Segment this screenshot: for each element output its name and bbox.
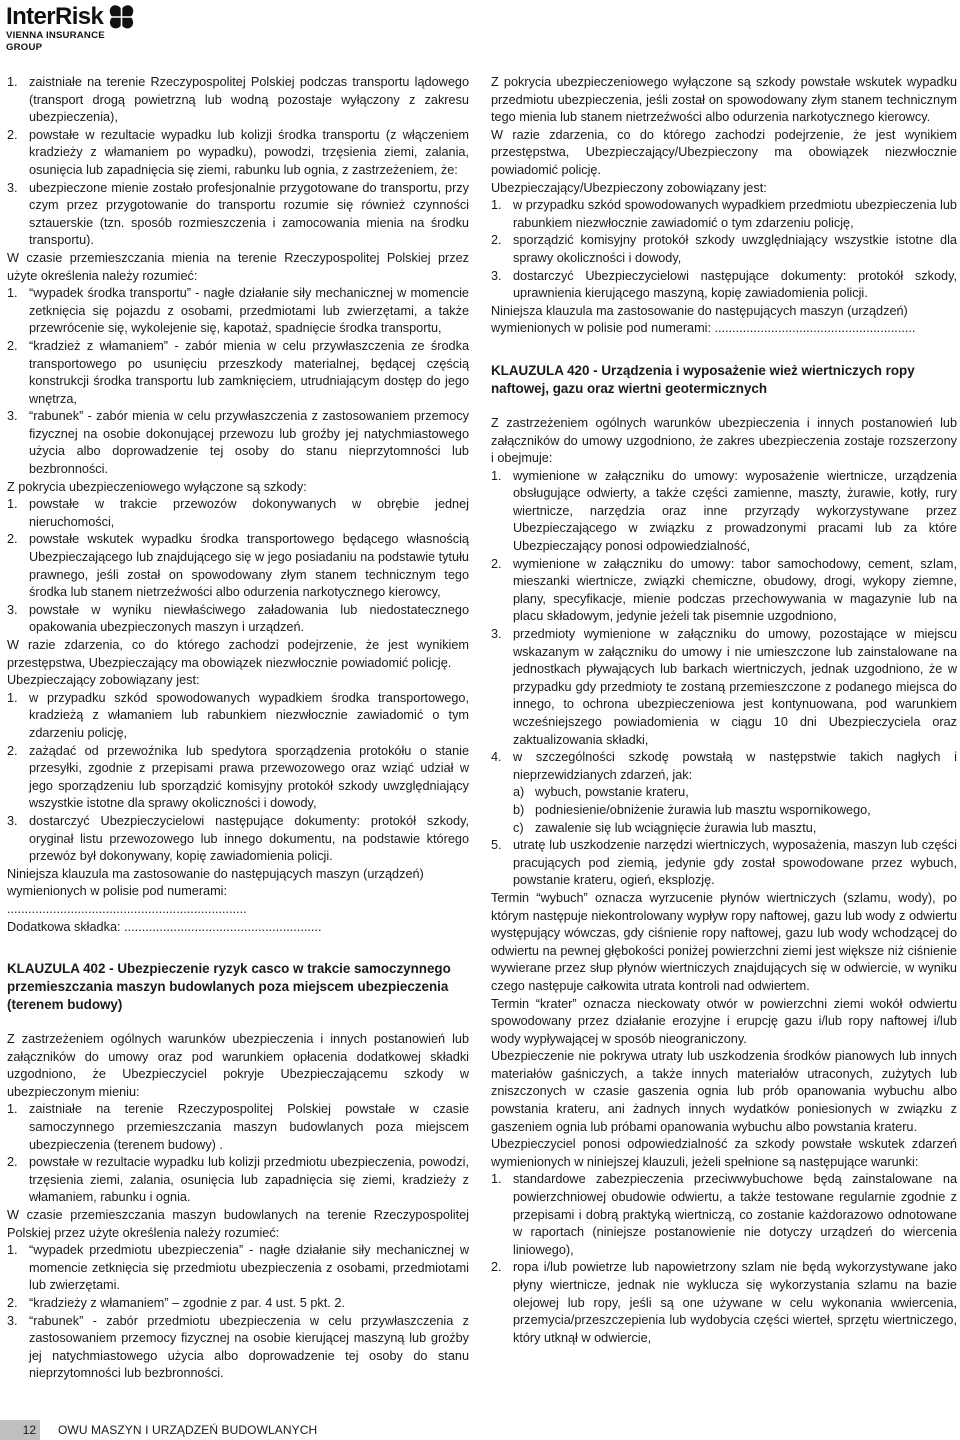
definitions-list [7, 285, 469, 479]
clause-420-intro: Z zastrzeżeniem ogólnych warunków ubezpieczenia i innych postanowień lub załączników do umowy uzgodniono, że zakres ubezpieczenia zostaje rozszerzony i obejmuje: [491, 415, 957, 466]
logo-brand-name: InterRisk [6, 3, 104, 30]
list-item: 1. zaistniałe na terenie Rzeczypospolitej Polskiej powstałe w czasie samoczynnego przemieszczania maszyn budowlanych poza miejscem ubezpieczenia (terenem budowy) . [7, 1102, 469, 1152]
clause-402-intro: Z zastrzeżeniem ogólnych warunków ubezpieczenia i innych postanowień lub załączników do umowy oraz pod warunkiem opłacenia dodatkowej składki uzgodniono, że Ubezpieczyciel pokryje Ubezpieczającemu szkody w ubezpieczonym mieniu: [7, 1032, 469, 1099]
crime-notice: W razie zdarzenia, co do którego zachodzi podejrzenie, że jest wynikiem przestępstwa, Ubezpieczający ma obowiązek niezwłocznie powiadomić policję. [7, 638, 469, 670]
list-item: 1. powstałe w trakcie przewozów dokonywanych w obrębie jednej nieruchomości, [7, 497, 469, 529]
list-item: 3. “rabunek” - zabór mienia w celu przywłaszczenia z zastosowaniem przemocy fizycznej na osobie dokonującej przewozu lub groźby jej natychmiastowego użycia albo doprowadzenie tej osoby do stanu nieprzytomności lub bezbronności. [7, 409, 469, 477]
definitions-intro: W czasie przemieszczania mienia na terenie Rzeczypospolitej Polskiej przez użyte określenia należy rozumieć: [7, 250, 469, 283]
list-item: 2. ropa i/lub powietrze lub napowietrzony szlam nie będą wykorzystywane jako płyny wiertnicze, jednak nie wyklucza się wykorzystania szlamu na bazie olejowej lub ropy, jeśli są one używane w celu wykonania wwiercenia, przemycia/przeszczepienia lub wydobycia części wierteł, sprzętu wiertniczego, który utknął w odwiercie, [491, 1260, 957, 1345]
duties-list [491, 197, 957, 303]
no-cover-text: Ubezpieczenie nie pokrywa utraty lub uszkodzenia środków pianowych lub innych materiałów gaśniczych, a także innych materiałów utraconych, zużytych lub zniszczonych w czasie gaszenia ognia lub prób opanowania wybuchu albo powstania krateru, ani żadnych innych wydatków poniesionych w związku z gaszeniem ognia lub próbami opanowania wybuchu albo powstania krateru. [491, 1049, 957, 1134]
applicability-note: Niniejsza klauzula ma zastosowanie do następujących maszyn (urządzeń) wymienionych w polisie pod numerami: ......................................................... [491, 303, 916, 336]
term-krater: Termin “krater” oznacza nieckowaty otwór w powierzchni ziemi wokół odwiertu spowodowany przez działanie erozyjne i erupcję gazu i/lub ropy naftowej i/lub wody wypływającej w sposób nieograniczony. [491, 996, 957, 1046]
list-item: 2. powstałe w rezultacie wypadku lub kolizji przedmiotu ubezpieczenia, powodzi, trzęsienia ziemi, zalania, osunięcia lub zapadnięcia się ziemi, kradzieży z włamaniem, rabunku i ognia. [7, 1155, 469, 1205]
list-item: 1. wymienione w załączniku do umowy: wyposażenie wiertnicze, urządzenia obsługujące odwierty, a także części zamienne, maszty, żurawie, kotły, rury wiertnicze, narzędzia oraz inne przyrządy wykorzystywane przez Ubezpieczającego w związku z prowadzonymi pracami lub za które Ubezpieczający ponosi odpowiedzialność, [491, 468, 957, 554]
list-item: 3. przedmioty wymienione w załączniku do umowy, pozostające w miejscu wskazanym w załączniku do umowy i nie umieszczone lub zainstalowane na jednostkach pływających lub barkach wiertniczych, jednak uzgodniono, że w przypadku gdy przedmioty te zostaną przemieszczone z podanego miejsca do innego, to ochrona ubezpieczeniowa jest kontynuowana, pod warunkiem wcześniejszego powiadomienia w ciągu 10 dni Ubezpieczyciela oraz zaktualizowania składki, [491, 627, 957, 747]
company-logo [6, 4, 136, 52]
list-item: 1. “wypadek środka transportu” - nagłe działanie siły mechanicznej w momencie zetknięcia się pojazdu z osobami, przedmiotami lub zwierzętami, a także przewrócenie się, wykolejenie się, kapotaż, spadnięcie środka transportu, [7, 286, 469, 336]
duties-intro: Ubezpieczający/Ubezpieczony zobowiązany jest: [491, 180, 767, 195]
list-item: 1. standardowe zabezpieczenia przeciwwybuchowe będą zainstalowane na powierzchniowej obudowie odwiertu, a także testowane regularnie zgodnie z przepisami i dobrą praktyką wiertniczą, co zostanie każdorazowo odnotowane w raportach (niniejsze postanowienie nie dotyczy urządzeń do wiercenia liniowego), [491, 1172, 957, 1257]
duties-intro: Ubezpieczający zobowiązany jest: [7, 673, 200, 688]
crime-notice: W razie zdarzenia, co do którego zachodzi podejrzenie, że jest wynikiem przestępstwa, Ubezpieczający/Ubezpieczony ma obowiązek niezwłocznie powiadomić policję. [491, 127, 957, 177]
list-item: 2. zażądać od przewoźnika lub spedytora sporządzenia protokółu o stanie przesyłki, zgodnie z przepisami prawa przewozowego oraz wziąć udział w jego sporządzeniu lub sporządzić komisyjny protokół szkody uwzględniający wszystkie istotne dla sprawy okoliczności i dowody, [7, 743, 469, 811]
clause-402-list [7, 1101, 469, 1207]
list-item: 2. wymienione w załączniku do umowy: tabor samochodowy, cement, szlam, mieszanki wiertnicze, związki chemiczne, obudowy, drogi, wykopy ziemne, plany, specyfikacje, mienie podczas przechowywania w magazynie lub na placu składowym, jedynie jeżeli tak pisemnie uzgodniono, [491, 556, 957, 624]
list-item: 2. “kradzieży z włamaniem” – zgodnie z par. 4 ust. 5 pkt. 2. [7, 1296, 345, 1310]
list-item: 3. ubezpieczone mienie zostało profesjonalnie przygotowane do transportu, przy czym przez przygotowanie do transportu rozumie się również czynności sztauerskie (tzn. sposób rozmieszczenia i zamocowania mienia na środku transportu). [7, 180, 469, 248]
list-item: 3. dostarczyć Ubezpieczycielowi następujące dokumenty: protokół szkody, uprawnienia kierującego maszyną, kopię zawiadomienia policji. [491, 268, 957, 301]
list-item: 1. zaistniałe na terenie Rzeczypospolitej Polskiej podczas transportu lądowego (transport drogą powietrzną lub wodną pozostaje wyłączony z zakresu ubezpieczenia), [7, 75, 469, 125]
exclusions-intro: Z pokrycia ubezpieczeniowego wyłączone są szkody: [7, 479, 307, 494]
sub-list-item: b) podniesienie/obniżenie żurawia lub masztu wspornikowego, [513, 802, 871, 817]
exclusions-text: Z pokrycia ubezpieczeniowego wyłączone są szkody powstałe wskutek wypadku przedmiotu ubezpieczenia, jeśli został on spowodowany złym stanem technicznym tego mienia lub stanem nietrzeźwości albo odurzenia narkotycznego kierowcy. [491, 75, 957, 125]
exclusions-list [7, 496, 469, 637]
list-item: 2. powstałe wskutek wypadku środka transportowego będącego własnością Ubezpieczającego lub znajdującego się w jego posiadaniu na podstawie tytułu prawnego, jeśli został on spowodowany złym stanem technicznym tego środka lub stanem nietrzeźwości albo odurzenia narkotycznego kierowcy, [7, 532, 469, 600]
clause-402-definitions-intro: W czasie przemieszczania maszyn budowlanych na terenie Rzeczypospolitej Polskiej przez użyte określenia należy rozumieć: [7, 1208, 469, 1240]
liability-intro: Ubezpieczyciel ponosi odpowiedzialność za szkody powstałe wskutek zdarzeń wymienionych w niniejszej klauzuli, jeżeli spełnione są następujące warunki: [491, 1137, 957, 1169]
list-item: 2. sporządzić komisyjny protokół szkody uwzględniający wszystkie istotne dla sprawy okoliczności i dowody, [491, 233, 957, 265]
clause-402-heading: KLAUZULA 402 - Ubezpieczenie ryzyk casco w trakcie samoczynnego przemieszczania maszyn budowlanych poza miejscem ubezpieczenia (terenem budowy) [7, 961, 451, 1013]
applicability-note: Niniejsza klauzula ma zastosowanie do następujących maszyn (urządzeń) wymienionych w polisie pod numerami: .................................................................... [7, 866, 424, 916]
page-footer [0, 1420, 960, 1440]
left-column [7, 74, 469, 1383]
right-column [491, 74, 957, 1347]
leaf-clover-icon [106, 4, 136, 30]
list-item: 4. w szczególności szkodę powstałą w następstwie takich nagłych i nieprzewidzianych zdarzeń, jak: [491, 750, 957, 782]
list-item: 1. “wypadek przedmiotu ubezpieczenia” - nagłe działanie siły mechanicznej w momencie zetknięcia się przedmiotu ubezpieczenia z osobami, przedmiotami lub zwierzętami. [7, 1243, 469, 1293]
list-item: 1. w przypadku szkód spowodowanych wypadkiem środka transportowego, kradzieżą z włamaniem lub rabunkiem niezwłocznie zawiadomić o tym zdarzeniu policję, [7, 690, 469, 740]
list-item: 2. “kradzież z włamaniem” - zabór mienia w celu przywłaszczenia ze środka transportowego po usunięciu przeszkody materialnej, będącej częścią konstrukcji środka transportu lub zamknięciem, utrudniającym dostęp do jego wnętrza, [7, 338, 469, 406]
page-number: 12 [0, 1420, 40, 1440]
duties-list [7, 690, 469, 866]
list-item: 3. powstałe w wyniku niewłaściwego załadowania lub niedostatecznego opakowania ubezpieczonych maszyn i urządzeń. [7, 602, 469, 635]
term-wybuch: Termin “wybuch” oznacza wyrzucenie płynów wiertniczych (szlamu, wody), po którym następuje niekontrolowany wypływ ropy naftowej, gazu lub wody z odwiertu występujący wówczas, gdy ciśnienie ropy naftowej, gazu lub wody wchodzącej do odwiertu na pewnej głębokości poniżej powierzchni ziemi jest większe niż ciśnienie wywierane przez słup płynów wiertniczych znajdujących się w odwiercie, w wyniku czego następuje całkowita utrata kontroli nad odwiertem. [491, 890, 957, 993]
sub-list-item: a) wybuch, powstanie krateru, [513, 785, 689, 800]
logo-group-name: VIENNA INSURANCE GROUP [6, 30, 105, 53]
additional-premium: Dodatkowa składka: ........................................................ [7, 919, 322, 934]
list-item: 2. powstałe w rezultacie wypadku lub kolizji środka transportu (z włączeniem kradzieży z włamaniem po wypadku), powodzi, trzęsienia ziemi, zalania, osunięcia lub zapadnięcia się ziemi, rabunku lub ognia, z zastrzeżeniem, że: [7, 127, 469, 177]
conditions-list [491, 1171, 957, 1347]
clause-420-heading: KLAUZULA 420 - Urządzenia i wyposażenie wież wiertniczych ropy naftowej, gazu oraz wiertni geotermicznych [491, 362, 915, 396]
list-item: 3. “rabunek” - zabór przedmiotu ubezpieczenia w celu przywłaszczenia z zastosowaniem przemocy fizycznej na osobie kierującej maszyną lub groźby jej natychmiastowego użycia albo doprowadzenie tej osoby do stanu nieprzytomności lub bezbronności. [7, 1313, 469, 1381]
list-item: 5. utratę lub uszkodzenie narzędzi wiertniczych, wyposażenia, maszyn lub części pracujących pod ziemią, jedynie gdy został spowodowane przez wybuch, powstanie krateru, ogień, eksplozję. [491, 838, 957, 888]
document-title: OWU MASZYN I URZĄDZEŃ BUDOWLANYCH [58, 1423, 318, 1437]
list-item: 3. dostarczyć Ubezpieczycielowi następujące dokumenty: protokół szkody, oryginał listu przewozowego lub innego dokumentu, na podstawie którego przewóz był dokonywany, kopię zawiadomienia policji. [7, 813, 469, 864]
sub-list-item: c) zawalenie się lub wciągnięcie żurawia lub masztu, [513, 820, 817, 835]
clause-402-definitions [7, 1242, 469, 1383]
clause-420-list [491, 468, 957, 890]
top-list [7, 74, 469, 250]
list-item: 1. w przypadku szkód spowodowanych wypadkiem przedmiotu ubezpieczenia lub rabunkiem niezwłocznie zawiadomić o tym zdarzeniu policję, [491, 198, 957, 230]
